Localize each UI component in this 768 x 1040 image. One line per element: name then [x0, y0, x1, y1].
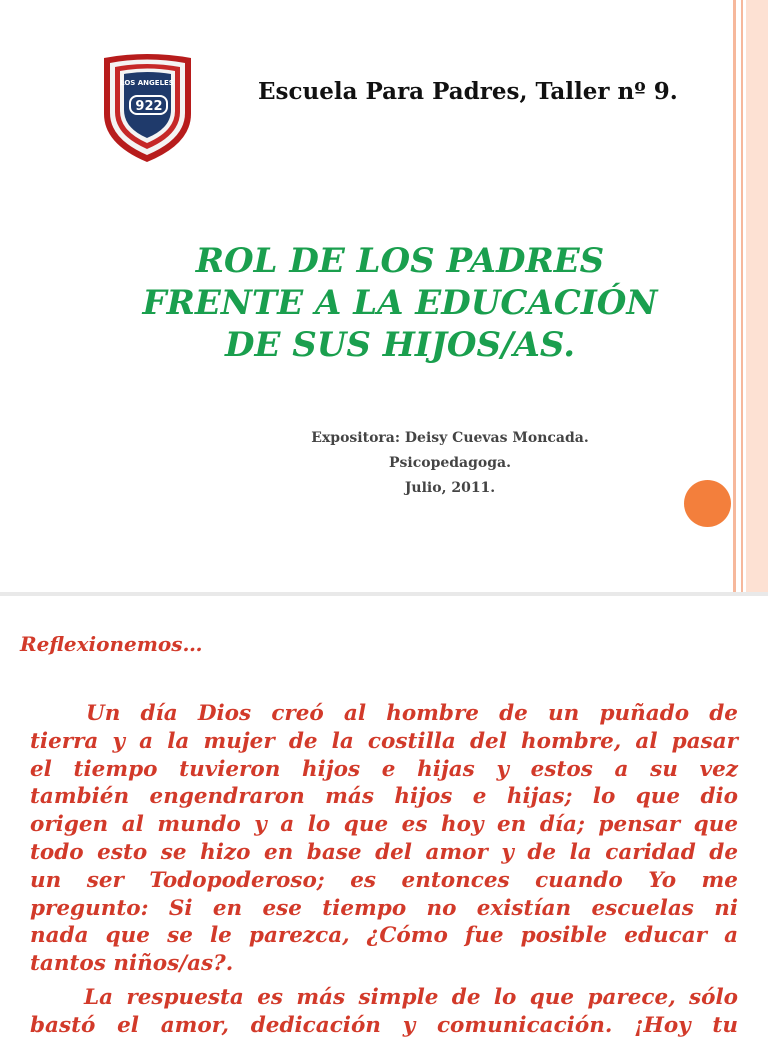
- text-line: el tiempo tuvieron hijos e hijas y estos a su vez: [30, 756, 738, 782]
- text-line: origen al mundo y a lo que es hoy en día; pensar que: [30, 812, 738, 838]
- presenter-name: Expositora: Deisy Cuevas Moncada.: [311, 430, 589, 446]
- paragraph-1: [30, 700, 738, 978]
- slide-title: Reflexionemos…: [20, 632, 203, 656]
- presenter-role: Psicopedagoga.: [388, 455, 511, 471]
- decorative-circle: [684, 480, 731, 527]
- text-line: también engendraron más hijos e hijas; lo que dio: [30, 784, 738, 810]
- paragraph-2: [30, 984, 738, 1040]
- text-line: todo esto se hizo en base del amor y de la caridad de: [30, 839, 738, 865]
- border-line: [733, 0, 736, 596]
- text-line: un ser Todopoderoso; es entonces cuando Yo me: [30, 867, 738, 893]
- title-line: ROL DE LOS PADRES: [195, 241, 605, 281]
- text-line: nada que se le parezca, ¿Cómo fue posible educar a: [30, 923, 738, 949]
- text-line: pregunto: Si en ese tiempo no existían escuelas ni: [30, 895, 738, 921]
- border-line: [741, 0, 743, 596]
- text-line: Un día Dios creó al hombre de un puñado de: [86, 701, 738, 726]
- presentation-date: Julio, 2011.: [404, 480, 496, 496]
- svg-text:922: 922: [135, 99, 163, 114]
- text-line: La respuesta es más simple de lo que parece, sólo: [84, 985, 738, 1010]
- text-line: bastó el amor, dedicación y comunicación. ¡Hoy tu: [30, 1012, 738, 1038]
- text-line: tierra y a la mujer de la costilla del hombre, al pasar: [30, 728, 738, 754]
- presentation-title: [120, 240, 680, 366]
- text-line: tantos niños/as?.: [30, 951, 234, 977]
- title-line: FRENTE A LA EDUCACIÓN: [142, 283, 658, 323]
- slide-2: [0, 596, 768, 1038]
- title-line: DE SUS HIJOS/AS.: [224, 325, 576, 365]
- workshop-title: Escuela Para Padres, Taller nº 9.: [258, 78, 678, 105]
- svg-text:LOS ANGELES: LOS ANGELES: [120, 79, 174, 87]
- school-crest-logo: [100, 52, 195, 164]
- credits: [250, 426, 650, 501]
- border-band: [746, 0, 768, 596]
